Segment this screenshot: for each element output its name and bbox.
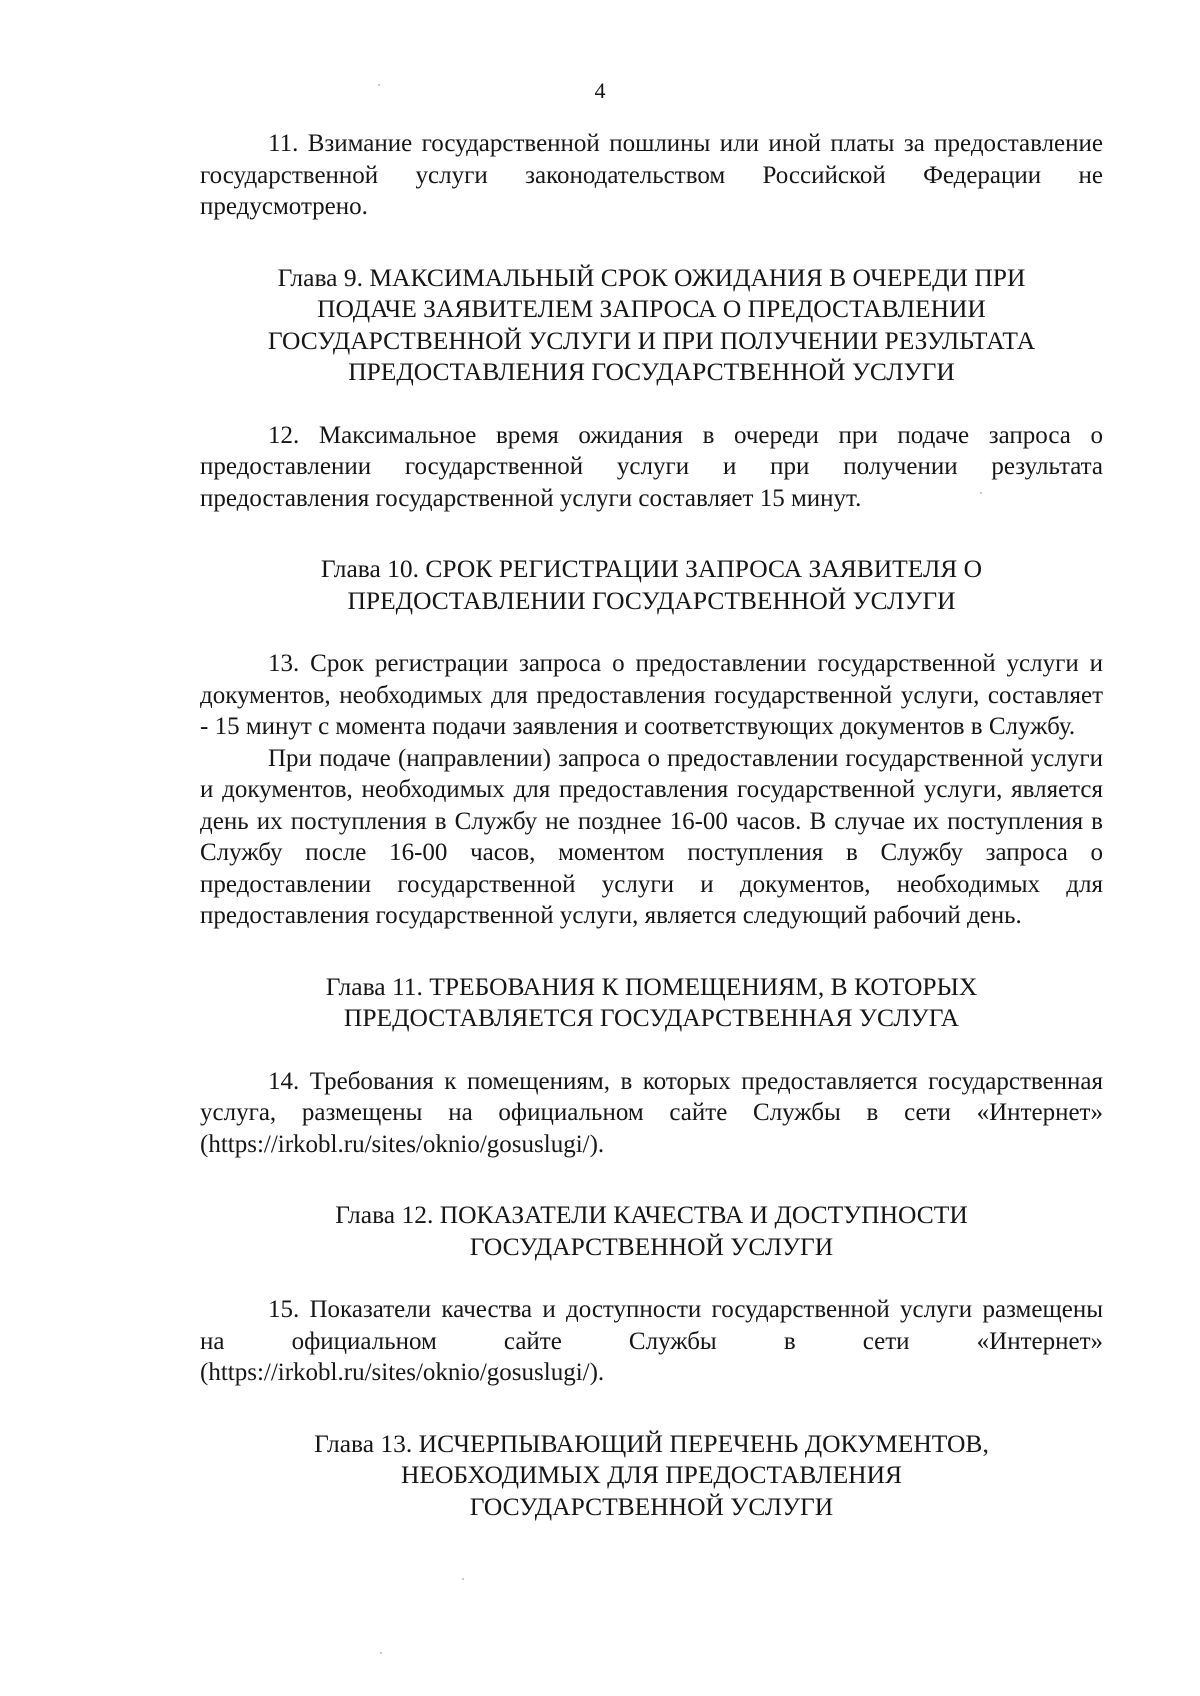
heading-line: ПРЕДОСТАВЛЯЕТСЯ ГОСУДАРСТВЕННАЯ УСЛУГА (343, 1003, 960, 1032)
document-body (200, 128, 1103, 1522)
heading-line: Глава 10. СРОК РЕГИСТРАЦИИ ЗАПРОСА ЗАЯВИТЕЛЯ О (320, 554, 983, 583)
page-number: 4 (594, 78, 606, 103)
heading-line: ПОДАЧЕ ЗАЯВИТЕЛЕМ ЗАПРОСА О ПРЕДОСТАВЛЕНИИ (317, 294, 986, 323)
paragraph-11: 11. Взимание государственной пошлины или иной платы за предоставление государственной услуги законодательством Российской Федерации не предусмотрено. (200, 130, 1103, 220)
scan-speck (380, 1652, 382, 1654)
scan-speck (980, 492, 982, 494)
heading-line: ГОСУДАРСТВЕННОЙ УСЛУГИ И ПРИ ПОЛУЧЕНИИ РЕЗУЛЬТАТА (267, 325, 1036, 355)
scan-speck (462, 1578, 464, 1580)
paragraph-13-continued: При подаче (направлении) запроса о предоставлении государственной услуги и документов, необходимых для предоставления государственной услуги, является день их поступления в Службу не позднее 16-00 часов. В случае их поступления в Службу после 16-00 часов, моментом поступления в Службу запроса о предоставлении государственной услуги и документов, необходимых для предоставления государственной услуги, является следующий рабочий день. (200, 744, 1103, 929)
paragraph-14: 14. Требования к помещениям, в которых предоставляется государственная услуга, размещены на официальном сайте Службы в сети «Интернет» (https://irkobl.ru/sites/oknio/gosuslugi/). (200, 1067, 1103, 1158)
chapter-11-heading (200, 971, 1103, 1034)
paragraph-13: 13. Срок регистрации запроса о предоставлении государственной услуги и документов, необходимых для предоставления государственной услуги, составляет - 15 минут с момента подачи заявления и соответствующих документов в Службу. (200, 650, 1103, 740)
chapter-13-heading (200, 1428, 1103, 1523)
heading-line: Глава 12. ПОКАЗАТЕЛИ КАЧЕСТВА И ДОСТУПНОСТИ (335, 1200, 968, 1229)
heading-line: Глава 11. ТРЕБОВАНИЯ К ПОМЕЩЕНИЯМ, В КОТОРЫХ (325, 971, 978, 1001)
heading-line: ПРЕДОСТАВЛЕНИЯ ГОСУДАРСТВЕННОЙ УСЛУГИ (348, 357, 955, 386)
heading-line: Глава 13. ИСЧЕРПЫВАЮЩИЙ ПЕРЕЧЕНЬ ДОКУМЕНТОВ, (314, 1428, 989, 1458)
paragraph-12: 12. Максимальное время ожидания в очереди при подаче запроса о предоставлении государственной услуги и при получении результата предоставления государственной услуги составляет 15 минут. (200, 421, 1103, 512)
heading-line: Глава 9. МАКСИМАЛЬНЫЙ СРОК ОЖИДАНИЯ В ОЧЕРЕДИ ПРИ (277, 262, 1026, 292)
heading-line: ГОСУДАРСТВЕННОЙ УСЛУГИ (469, 1231, 834, 1261)
chapter-10-heading (200, 553, 1103, 616)
heading-line: ПРЕДОСТАВЛЕНИИ ГОСУДАРСТВЕННОЙ УСЛУГИ (347, 585, 956, 615)
chapter-9-heading (200, 262, 1103, 388)
chapter-12-heading (200, 1199, 1103, 1262)
heading-line: НЕОБХОДИМЫХ ДЛЯ ПРЕДОСТАВЛЕНИЯ (400, 1460, 903, 1489)
heading-line: ГОСУДАРСТВЕННОЙ УСЛУГИ (469, 1491, 834, 1521)
paragraph-15: 15. Показатели качества и доступности государственной услуги размещены на официальном сайте Службы в сети «Интернет» (https://irkobl.ru/sites/oknio/gosuslugi/). (200, 1296, 1103, 1386)
scan-speck (378, 84, 380, 86)
